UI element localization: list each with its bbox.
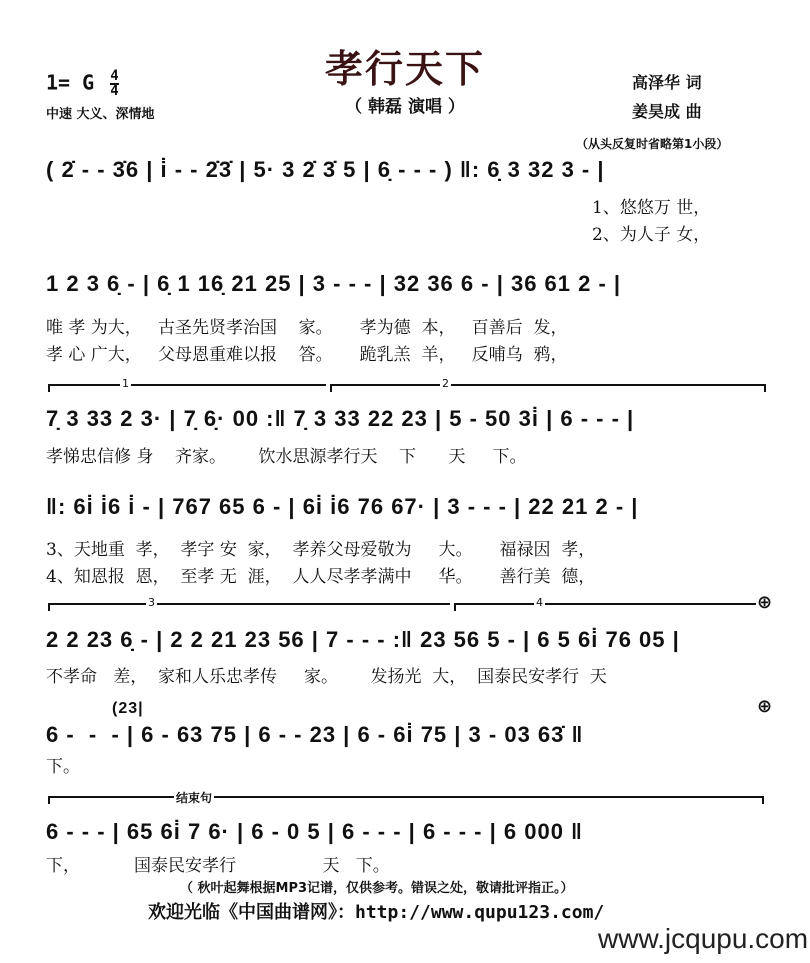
composer-credit: 姜昊成 曲 bbox=[632, 102, 702, 121]
time-top: 4 bbox=[110, 68, 119, 84]
transcription-note: （ 秋叶起舞根据MP3记谱，仅供参考。错误之处，敬请批评指正。） bbox=[180, 881, 574, 896]
score-line-6-notes: 6 - - - | 6 - 63 75 | 6 - - 23 | 6 - 6i̇ 75 | 3 - 03 63̇ ‖ bbox=[46, 722, 584, 747]
tempo-marking: 中速 大义、深情地 bbox=[46, 107, 155, 122]
score-line-4-notes: ‖: 6i̇ i̇6 i̇ - | 767 65 6 - | 6i̇ i̇6 76 67· | 3 - - - | 22 21 2 - | bbox=[46, 494, 639, 519]
score-line-4-lyric-2: 4、知恩报 恩， 至孝 无 涯， 人人尽孝孝满中 华。 善行美 德， bbox=[46, 567, 596, 587]
volta-2-label: 2 bbox=[442, 377, 449, 390]
volta-4-label: 4 bbox=[536, 596, 543, 609]
key-label: 1= G bbox=[46, 70, 95, 95]
key-signature bbox=[46, 70, 119, 98]
coda-icon-2: ⊕ bbox=[757, 696, 773, 717]
volta-bracket-1 bbox=[48, 377, 326, 392]
score-line-2-notes: 1 2 3 6̣ - | 6̣ 1 16̣ 21 25 | 3 - - - | 32 36 6 - | 36 61 2 - | bbox=[46, 271, 622, 296]
pickup-notes: (23| bbox=[112, 700, 144, 717]
score-line-7-lyric-1: 下， 国泰民安孝行 天 下。 bbox=[46, 856, 390, 876]
score-line-5-lyric-1: 不孝命 差， 家和人乐忠孝传 家。 发扬光 大， 国泰民安孝行 天 bbox=[46, 667, 607, 687]
lyricist-credit: 高泽华 词 bbox=[632, 73, 702, 92]
score-line-1-lyric-1: 1、悠悠万 世， bbox=[592, 198, 711, 218]
volta-3-label: 3 bbox=[148, 596, 155, 609]
ending-bracket bbox=[48, 791, 764, 805]
ending-label: 结束句 bbox=[176, 791, 213, 805]
score-line-1-lyric-2: 2、为人子 女， bbox=[592, 225, 711, 245]
score-line-3-notes: 7̣ 3 33 2 3· | 7̣ 6̣· 00 :‖ 7̣ 3 33 22 23 | 5 - 50 3i̇ | 6 - - - | bbox=[46, 406, 635, 431]
score-line-2-lyric-2: 孝 心 广大， 父母恩重难以报 答。 跪乳羔 羊， 反哺乌 鸦， bbox=[46, 345, 568, 365]
volta-bracket-4 bbox=[454, 596, 756, 611]
watermark: www.jcqupu.com bbox=[598, 923, 809, 954]
song-title: 孝行天下 bbox=[324, 47, 485, 91]
score-line-1-notes: ( 2̇ - - 3̇6 | i̇ - - 2̇3̇ | 5· 3 2̇ 3̇ 5 | 6̣ - - - ) ‖: 6̣ 3 32 3 - | bbox=[46, 157, 605, 182]
coda-icon: ⊕ bbox=[757, 592, 773, 613]
score-line-3-lyric-1: 孝悌忠信修 身 齐家。 饮水思源孝行天 下 天 下。 bbox=[46, 447, 527, 467]
score-line-6-lyric-1: 下。 bbox=[46, 757, 80, 777]
volta-bracket-3 bbox=[48, 596, 450, 611]
score-line-5-notes: 2 2 23 6̣ - | 2 2 21 23 56 | 7 - - - :‖ 23 56 5 - | 6 5 6i̇ 76 05 | bbox=[46, 627, 680, 652]
score-line-2-lyric-1: 唯 孝 为大， 古圣先贤孝治国 家。 孝为德 本， 百善后 发， bbox=[46, 318, 568, 338]
score-line-4-lyric-1: 3、天地重 孝， 孝字 安 家， 孝养父母爱敬为 大。 福禄因 孝， bbox=[46, 540, 596, 560]
performer: （ 韩磊 演唱 ） bbox=[345, 97, 465, 117]
repeat-note: （从头反复时省略第1小段） bbox=[576, 137, 729, 151]
volta-1-label: 1 bbox=[122, 377, 129, 390]
site-welcome-link[interactable]: 欢迎光临《中国曲谱网》：http://www.qupu123.com/ bbox=[148, 902, 605, 923]
score-line-7-notes: 6 - - - | 65 6i̇ 7 6· | 6 - 0 5 | 6 - - - | 6 - - - | 6 000 ‖ bbox=[46, 819, 583, 844]
volta-bracket-2 bbox=[330, 377, 766, 392]
time-bottom: 4 bbox=[110, 83, 119, 99]
time-signature bbox=[110, 70, 118, 98]
